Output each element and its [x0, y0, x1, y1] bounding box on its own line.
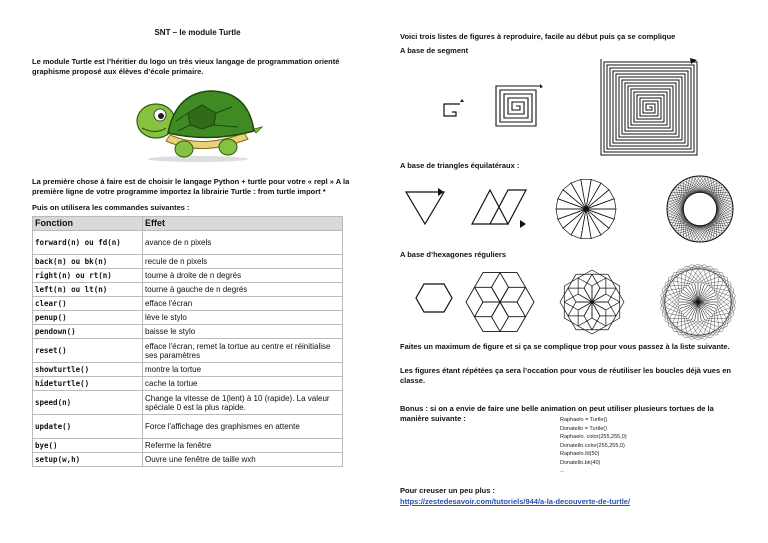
table-row — [33, 391, 343, 415]
effect-cell: tourne à gauche de n degrés — [143, 283, 343, 297]
effect-cell: Force l'affichage des graphismes en attente — [143, 415, 343, 439]
function-cell: clear() — [33, 297, 143, 311]
table-row — [33, 297, 343, 311]
segment-spiral-small — [440, 98, 466, 133]
code-line: ... — [560, 468, 565, 474]
segment-spiral-medium — [492, 78, 544, 141]
code-line: Donatello.bk(40) — [560, 459, 601, 466]
first-step-paragraph: La première chose à faire est de choisir le langage Python + turtle pour votre « repl » A la première ligne de votre programme importez la librairie Turtle : from turtle import * — [32, 177, 350, 196]
bonus-section — [400, 404, 745, 484]
table-header-effet: Effet — [143, 217, 343, 231]
code-line: Raphaelo.fd(50) — [560, 451, 600, 457]
function-cell: bye() — [33, 439, 143, 453]
effect-cell: baisse le stylo — [143, 325, 343, 339]
table-row — [33, 363, 343, 377]
hexagon-dense-rosette — [656, 260, 740, 349]
function-cell: showturtle() — [33, 363, 143, 377]
code-line: Donatello.color(255,255,0) — [560, 442, 625, 449]
function-cell: update() — [33, 415, 143, 439]
function-cell: forward(n) ou fd(n) — [33, 231, 143, 255]
code-snippet — [560, 416, 627, 476]
more-label: Pour creuser un peu plus : — [400, 486, 496, 495]
table-row — [33, 339, 343, 363]
hexagon-star — [464, 266, 536, 343]
commands-table — [32, 216, 343, 467]
function-cell: setup(w,h) — [33, 453, 143, 467]
effect-cell: Referme la fenêtre — [143, 439, 343, 453]
table-row — [33, 269, 343, 283]
triangle-double — [468, 176, 532, 245]
page-title: SNT – le module Turtle — [154, 28, 241, 37]
table-row — [33, 415, 343, 439]
figures-intro: Voici trois listes de figures à reproduire, facile au début puis ça se complique — [400, 32, 676, 41]
effect-cell: Change la vitesse de 1(lent) à 10 (rapide). La valeur spéciale 0 est la plus rapide. — [143, 391, 343, 415]
effect-cell: montre la tortue — [143, 363, 343, 377]
triangle-rosette — [553, 176, 619, 247]
table-row — [33, 439, 343, 453]
table-row — [33, 453, 343, 467]
commands-intro: Puis on utilisera les commandes suivantes : — [32, 203, 190, 212]
table-row — [33, 377, 343, 391]
hexagon-single — [414, 278, 454, 323]
table-row — [33, 255, 343, 269]
effect-cell: lève le stylo — [143, 311, 343, 325]
repeat-paragraph: Les figures étant répétées ça sera l’occation pour vous de réutiliser les boucles déjà vues en classe. — [400, 366, 731, 385]
triangle-dense-rosette — [664, 173, 736, 250]
table-header-fonction: Fonction — [33, 217, 143, 231]
code-line: Raphaelo = Turtle() — [560, 417, 608, 423]
function-cell: hideturtle() — [33, 377, 143, 391]
effect-cell: tourne à droite de n degrés — [143, 269, 343, 283]
function-cell: penup() — [33, 311, 143, 325]
effect-cell: avance de n pixels — [143, 231, 343, 255]
function-cell: speed(n) — [33, 391, 143, 415]
table-row — [33, 325, 343, 339]
segment-spiral-large — [598, 56, 700, 163]
code-line: Raphaelo. color(255,255,0) — [560, 434, 627, 440]
code-line: Donatello = Turtle() — [560, 425, 607, 432]
effect-cell: cache la tortue — [143, 377, 343, 391]
function-cell: reset() — [33, 339, 143, 363]
function-cell: back(n) ou bk(n) — [33, 255, 143, 269]
left-column — [32, 28, 357, 467]
function-cell: pendown() — [33, 325, 143, 339]
effect-cell: efface l'écran, remet la tortue au centre et réinitialise ses paramètres — [143, 339, 343, 363]
function-cell: right(n) ou rt(n) — [33, 269, 143, 283]
bonus-paragraph: Bonus : si on a envie de faire une belle animation on peut utiliser plusieurs tortues de la manière suivante : — [400, 404, 714, 423]
segment-heading: A base de segment — [400, 46, 469, 55]
triangle-heading: A base de triangles équilatéraux : — [400, 161, 520, 170]
hexagon-rosette — [556, 266, 628, 343]
triangle-single — [402, 184, 448, 235]
effect-cell: Ouvre une fenêtre de taille wxh — [143, 453, 343, 467]
effect-cell: recule de n pixels — [143, 255, 343, 269]
turtle-illustration — [132, 83, 264, 163]
table-row — [33, 311, 343, 325]
table-row — [33, 283, 343, 297]
advice-paragraph: Faites un maximum de figure et si ça se complique trop pour vous passez à la liste suivante. — [400, 342, 730, 351]
effect-cell: efface l'écran — [143, 297, 343, 311]
intro-paragraph: Le module Turtle est l’héritier du logo un très vieux langage de programmation orienté graphisme proposé aux élèves d’école primaire. — [32, 57, 340, 76]
tutorial-link[interactable]: https://zestedesavoir.com/tutoriels/944/a-la-decouverte-de-turtle/ — [400, 497, 631, 506]
table-row — [33, 231, 343, 255]
function-cell: left(n) ou lt(n) — [33, 283, 143, 297]
hexagon-heading: A base d’hexagones réguliers — [400, 250, 507, 259]
